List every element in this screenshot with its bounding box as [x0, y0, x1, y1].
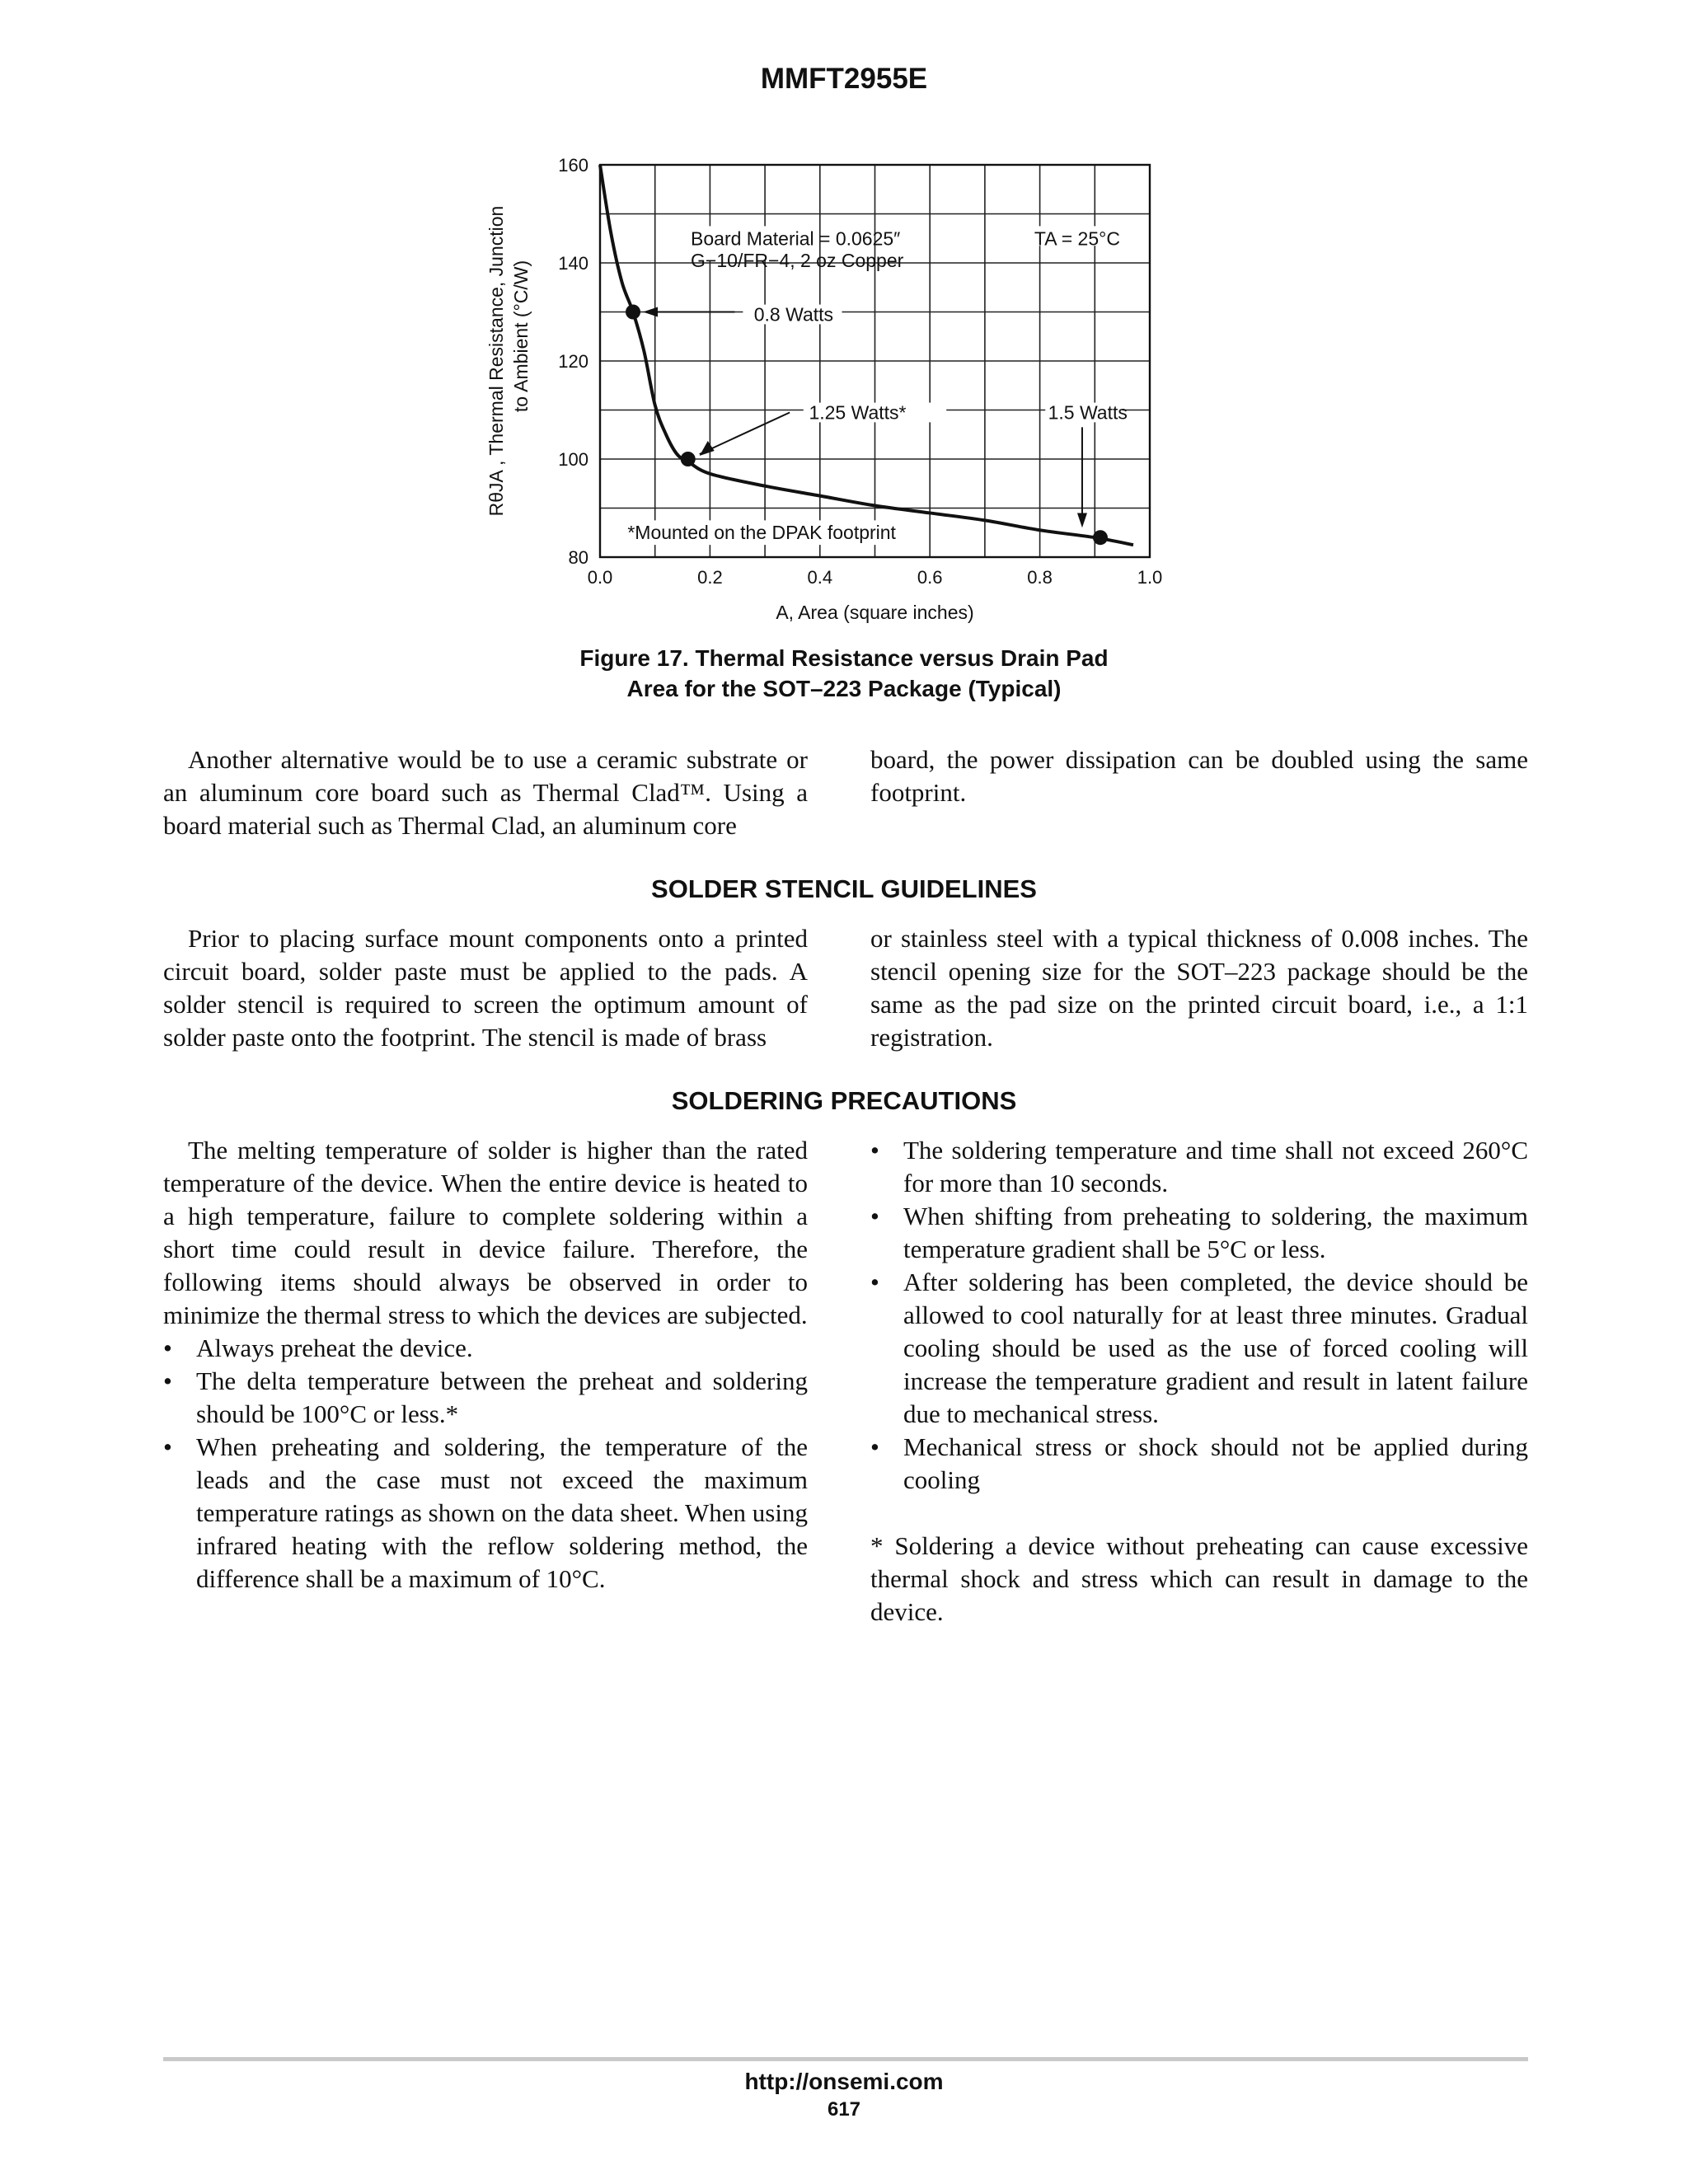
x-tick-label: 0.8	[1027, 567, 1053, 588]
list-item-text: Mechanical stress or shock should not be applied during cooling	[903, 1432, 1528, 1494]
list-item-text: When preheating and soldering, the temperature of the leads and the case must not exceed the maximum temperature ratings as shown on the data sheet. When using infrared heating with the reflow soldering method, the difference shall be a maximum of 10°C.	[196, 1432, 808, 1593]
list-item-text: After soldering has been completed, the device should be allowed to cool naturally for at least three minutes. Gradual cooling should be used as the use of forced cooling will increase the temperature gradient and result in latent failure due to mechanical stress.	[903, 1268, 1528, 1428]
chart-series	[600, 165, 1133, 545]
mount-note-label: *Mounted on the DPAK footprint	[627, 522, 896, 544]
list-item-text: The soldering temperature and time shall not exceed 260°C for more than 10 seconds.	[903, 1136, 1528, 1197]
y-tick-label: 120	[558, 351, 588, 372]
x-tick-label: 0.6	[917, 567, 943, 588]
stencil-right-column	[870, 922, 1528, 1054]
data-point-marker	[626, 305, 640, 320]
leader-arrow-icon	[700, 441, 715, 456]
precautions-right-list	[870, 1134, 1528, 1497]
page-header-title: MMFT2955E	[760, 63, 928, 95]
intro-left-column	[163, 743, 808, 842]
data-point-label: 1.5 Watts	[1048, 401, 1128, 424]
board-copper-label: G−10/FR−4, 2 oz Copper	[691, 250, 904, 272]
precautions-intro: The melting temperature of solder is higher than the rated temperature of the device. When the entire device is heated to a high temperature, failure to complete soldering within a short time could result in device failure. Therefore, the following items should always be observed in order to minimize the thermal stress to which the devices are subjected.	[163, 1136, 808, 1329]
bullet-icon: •	[163, 1333, 172, 1362]
x-tick-label: 0.2	[697, 567, 723, 588]
section-title-stencil: SOLDER STENCIL GUIDELINES	[651, 874, 1037, 903]
y-axis-label-line2: to Ambient (°C/W)	[510, 260, 532, 413]
list-item	[163, 1365, 808, 1431]
list-item	[870, 1200, 1528, 1266]
figure-caption-line2: Area for the SOT–223 Package (Typical)	[626, 676, 1062, 701]
board-material-label: Board Material = 0.0625″	[691, 227, 901, 250]
footer-divider	[163, 2057, 1528, 2061]
x-axis-label: A, Area (square inches)	[776, 602, 974, 623]
y-tick-label: 100	[558, 449, 588, 470]
stencil-left-column	[163, 922, 808, 1054]
intro-paragraph-right: board, the power dissipation can be doubled using the same footprint.	[870, 745, 1528, 807]
bullet-icon: •	[870, 1136, 879, 1165]
leader-arrow-icon	[643, 307, 658, 317]
section-title-precautions: SOLDERING PRECAUTIONS	[671, 1086, 1017, 1115]
y-tick-label: 140	[558, 253, 588, 274]
list-item-text: When shifting from preheating to soldering, the maximum temperature gradient shall be 5°C or less.	[903, 1202, 1528, 1263]
bullet-icon: •	[870, 1202, 879, 1230]
list-item	[870, 1134, 1528, 1200]
stencil-paragraph-left: Prior to placing surface mount components onto a printed circuit board, solder paste must be applied to the pads. A solder stencil is required to screen the optimum amount of solder paste onto the footprint. The stencil is made of brass	[163, 924, 808, 1052]
precautions-left-list	[163, 1332, 808, 1596]
precautions-footnote: * Soldering a device without preheating can cause excessive thermal shock and stress which can result in damage to the device.	[870, 1531, 1528, 1626]
leader-arrow-icon	[1077, 513, 1087, 527]
stencil-paragraph-right: or stainless steel with a typical thickness of 0.008 inches. The stencil opening size for the SOT–223 package should be the same as the pad size on the printed circuit board, i.e., a 1:1 registration.	[870, 924, 1528, 1052]
chart-grid	[600, 165, 1150, 557]
list-item-text: Always preheat the device.	[196, 1333, 473, 1362]
y-tick-label: 160	[558, 155, 588, 176]
data-point-marker	[681, 452, 696, 466]
list-item	[163, 1332, 808, 1365]
bullet-icon: •	[163, 1366, 172, 1395]
ambient-temp-label: TA = 25°C	[1034, 227, 1120, 250]
intro-paragraph-left: Another alternative would be to use a ceramic substrate or an aluminum core board such as Thermal Clad™. Using a board material such as Thermal Clad, an aluminum core	[163, 745, 808, 840]
footer-link[interactable]: http://onsemi.com	[744, 2069, 944, 2094]
data-point-marker	[1093, 530, 1108, 545]
data-point-label: 0.8 Watts	[753, 303, 834, 326]
x-tick-label: 1.0	[1137, 567, 1163, 588]
intro-right-column	[870, 743, 1528, 809]
leader-line	[700, 412, 790, 454]
bullet-icon: •	[870, 1268, 879, 1296]
precautions-left-column	[163, 1134, 808, 1596]
thermal-resistance-curve	[600, 165, 1133, 545]
figure-caption-line1: Figure 17. Thermal Resistance versus Drain Pad	[579, 645, 1109, 671]
list-item	[870, 1266, 1528, 1431]
precautions-right-column	[870, 1134, 1528, 1629]
page-number: 617	[827, 2098, 861, 2121]
bullet-icon: •	[163, 1432, 172, 1461]
list-item	[163, 1431, 808, 1596]
list-item-text: The delta temperature between the preheat and soldering should be 100°C or less.*	[196, 1366, 808, 1428]
y-tick-label: 80	[568, 547, 588, 568]
y-axis-label-line1: RθJA , Thermal Resistance, Junction	[485, 205, 507, 517]
thermal-resistance-chart	[478, 148, 1187, 643]
list-item	[870, 1431, 1528, 1497]
x-tick-label: 0.4	[807, 567, 833, 588]
bullet-icon: •	[870, 1432, 879, 1461]
x-tick-label: 0.0	[587, 567, 613, 588]
data-point-label: 1.25 Watts*	[809, 401, 907, 424]
